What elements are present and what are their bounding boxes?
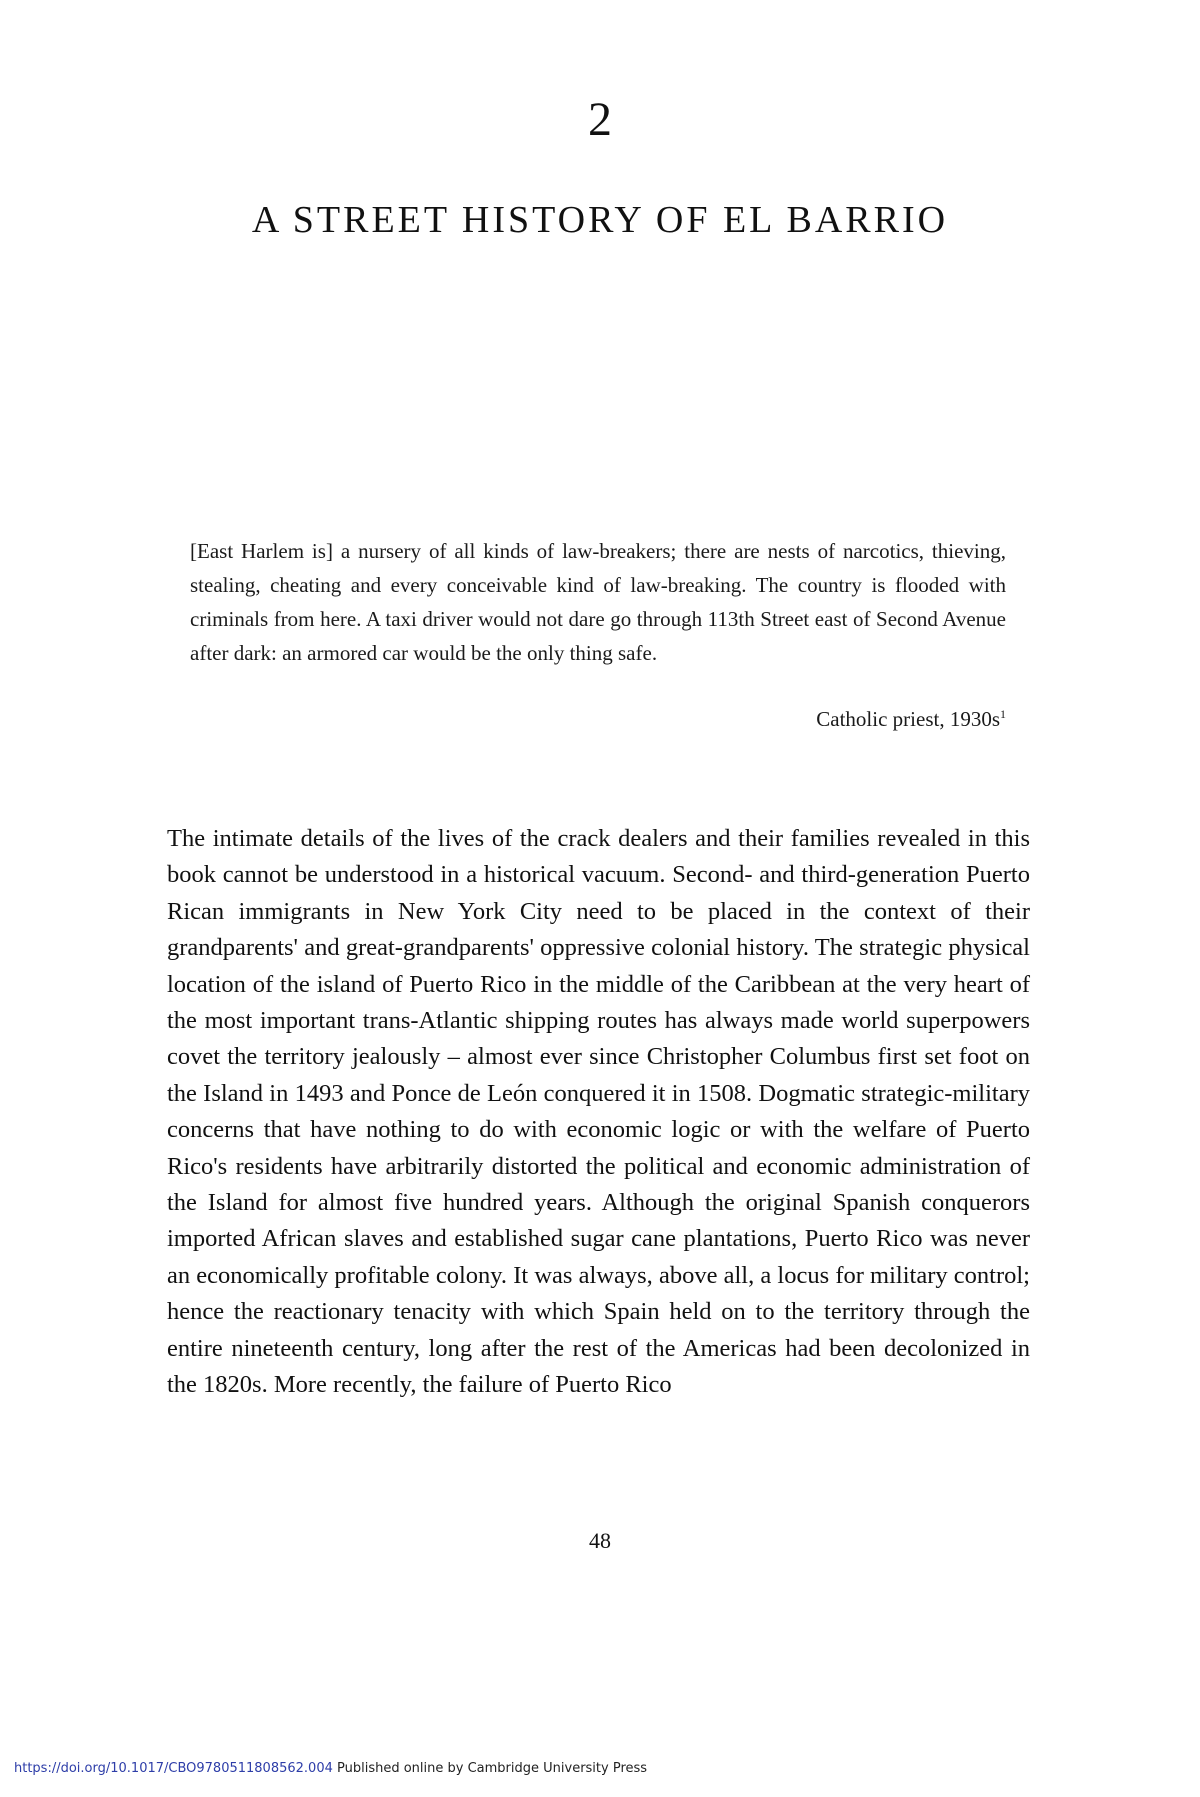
page-number: 48 xyxy=(589,1528,611,1553)
body-paragraph: The intimate details of the lives of the crack dealers and their families revealed in this book cannot be understood in a historical vacuum. Second- and third-generation Puerto Rican immigrants in New York City need to be placed in the context of their grandparents' and great-grandparents' oppressive colonial history. The strategic physical location of the island of Puerto Rico in the middle of the Caribbean at the very heart of the most important trans-Atlantic shipping routes has always made world superpowers covet the territory jealously – almost ever since Christopher Columbus first set foot on the Island in 1493 and Ponce de León conquered it in 1508. Dogmatic strategic-military concerns that have nothing to do with economic logic or with the welfare of Puerto Rico's residents have arbitrarily distorted the political and economic administration of the Island for almost five hundred years. Although the original Spanish conquerors imported African slaves and established sugar cane plantations, Puerto Rico was never an economically profitable colony. It was always, above all, a locus for military control; hence the reactionary tenacity with which Spain held on to the territory through the entire nineteenth century, long after the rest of the Americas had been decolonized in the 1820s. More recently, the failure of Puerto Rico xyxy=(167,825,1030,1399)
epigraph-attribution xyxy=(190,704,1006,734)
epigraph-attribution-text: Catholic priest, 1930s xyxy=(816,707,1000,731)
epigraph-quote: [East Harlem is] a nursery of all kinds of law-breakers; there are nests of narcotics, thieving, stealing, cheating and every conceivable kind of law-breaking. The country is flooded with criminals from here. A taxi driver would not dare go through 113th Street east of Second Avenue after dark: an armored car would be the only thing safe. xyxy=(190,539,1006,665)
published-text: Published online by Cambridge University Press xyxy=(337,1761,648,1776)
doi-link[interactable]: https://doi.org/10.1017/CBO9780511808562.004 xyxy=(14,1761,333,1776)
footnote-marker[interactable]: 1 xyxy=(1000,707,1006,721)
chapter-number: 2 xyxy=(588,93,612,146)
footer-citation xyxy=(14,1760,647,1778)
chapter-title: A STREET HISTORY OF EL BARRIO xyxy=(251,199,949,241)
